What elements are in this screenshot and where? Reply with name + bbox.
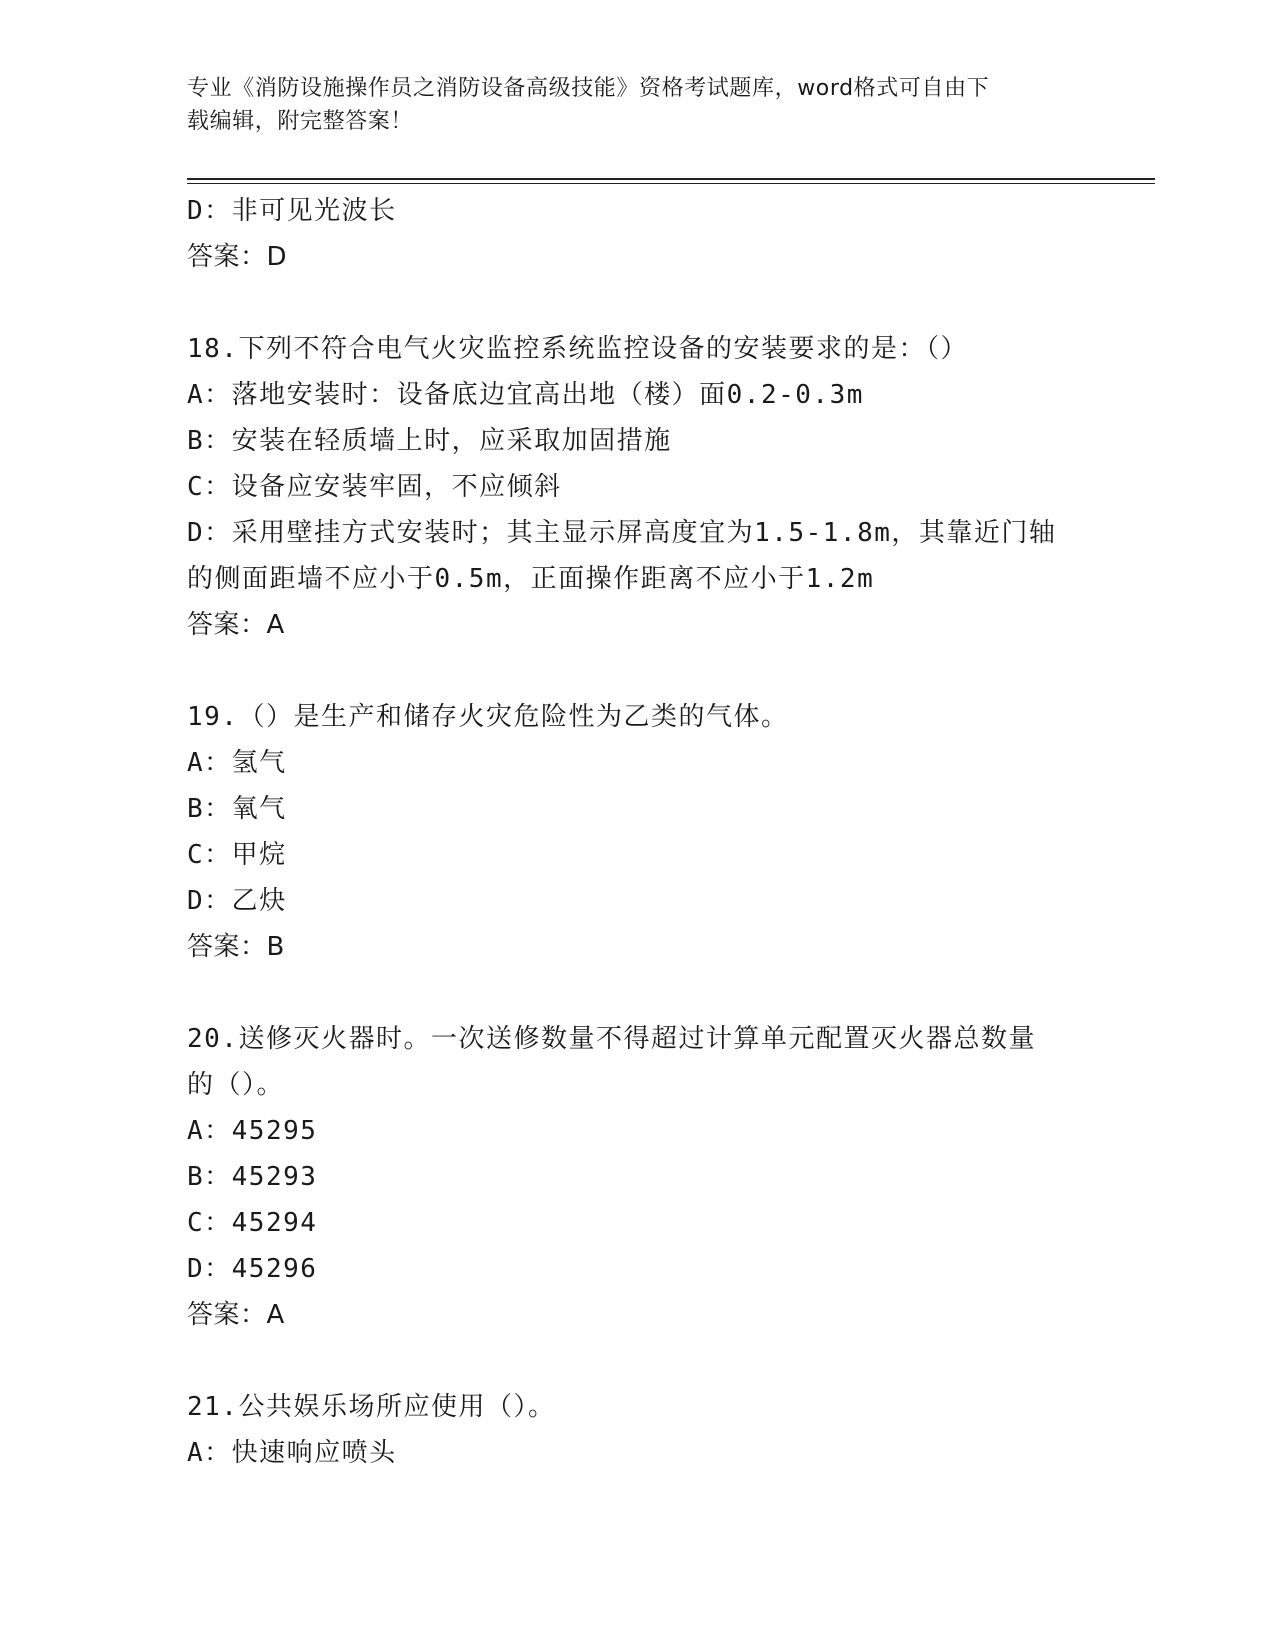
spacer: [187, 1338, 1087, 1384]
question-17-tail: [187, 188, 1087, 280]
option-c: C：45294: [187, 1208, 318, 1238]
question-text: 18.下列不符合电气火灾监控系统监控设备的安装要求的是：（）: [187, 334, 968, 364]
header-divider-thin: [187, 183, 1155, 184]
option-b: B：安装在轻质墙上时，应采取加固措施: [187, 426, 672, 456]
question-content: [187, 188, 1087, 1476]
option-b: B：45293: [187, 1162, 318, 1192]
answer: 答案：B: [187, 932, 285, 962]
option-a: A：45295: [187, 1116, 318, 1146]
header-line-2: 载编辑，附完整答案！: [187, 109, 414, 134]
option-c: C：设备应安装牢固，不应倾斜: [187, 472, 562, 502]
header-divider-thick: [187, 178, 1155, 180]
spacer: [187, 648, 1087, 694]
option-d-line-1: D：采用壁挂方式安装时；其主显示屏高度宜为1.5-1.8m，其靠近门轴: [187, 518, 1057, 548]
option-b: B：氧气: [187, 794, 287, 824]
option-d: D：45296: [187, 1254, 318, 1284]
question-21: [187, 1384, 1087, 1476]
option-a: A：快速响应喷头: [187, 1438, 397, 1468]
question-text-line-1: 20.送修灭火器时。一次送修数量不得超过计算单元配置灭火器总数量: [187, 1024, 1036, 1054]
option-d-line-2: 的侧面距墙不应小于0.5m，正面操作距离不应小于1.2m: [187, 564, 875, 594]
answer: 答案：A: [187, 610, 285, 640]
option-d: D：乙炔: [187, 886, 287, 916]
question-19: [187, 694, 1087, 970]
option-d: D：非可见光波长: [187, 196, 397, 226]
answer: 答案：A: [187, 1300, 285, 1330]
answer: 答案：D: [187, 242, 288, 272]
header-line-1: 专业《消防设施操作员之消防设备高级技能》资格考试题库，word格式可自由下: [187, 76, 990, 101]
question-text: 19.（）是生产和储存火灾危险性为乙类的气体。: [187, 702, 789, 732]
question-text-line-2: 的（）。: [187, 1070, 285, 1100]
question-text: 21.公共娱乐场所应使用（）。: [187, 1392, 556, 1422]
document-header: [187, 72, 1087, 138]
question-18: [187, 326, 1087, 648]
spacer: [187, 970, 1087, 1016]
question-20: [187, 1016, 1087, 1338]
option-c: C：甲烷: [187, 840, 287, 870]
option-a: A：落地安装时：设备底边宜高出地（楼）面0.2-0.3m: [187, 380, 864, 410]
spacer: [187, 280, 1087, 326]
option-a: A：氢气: [187, 748, 287, 778]
